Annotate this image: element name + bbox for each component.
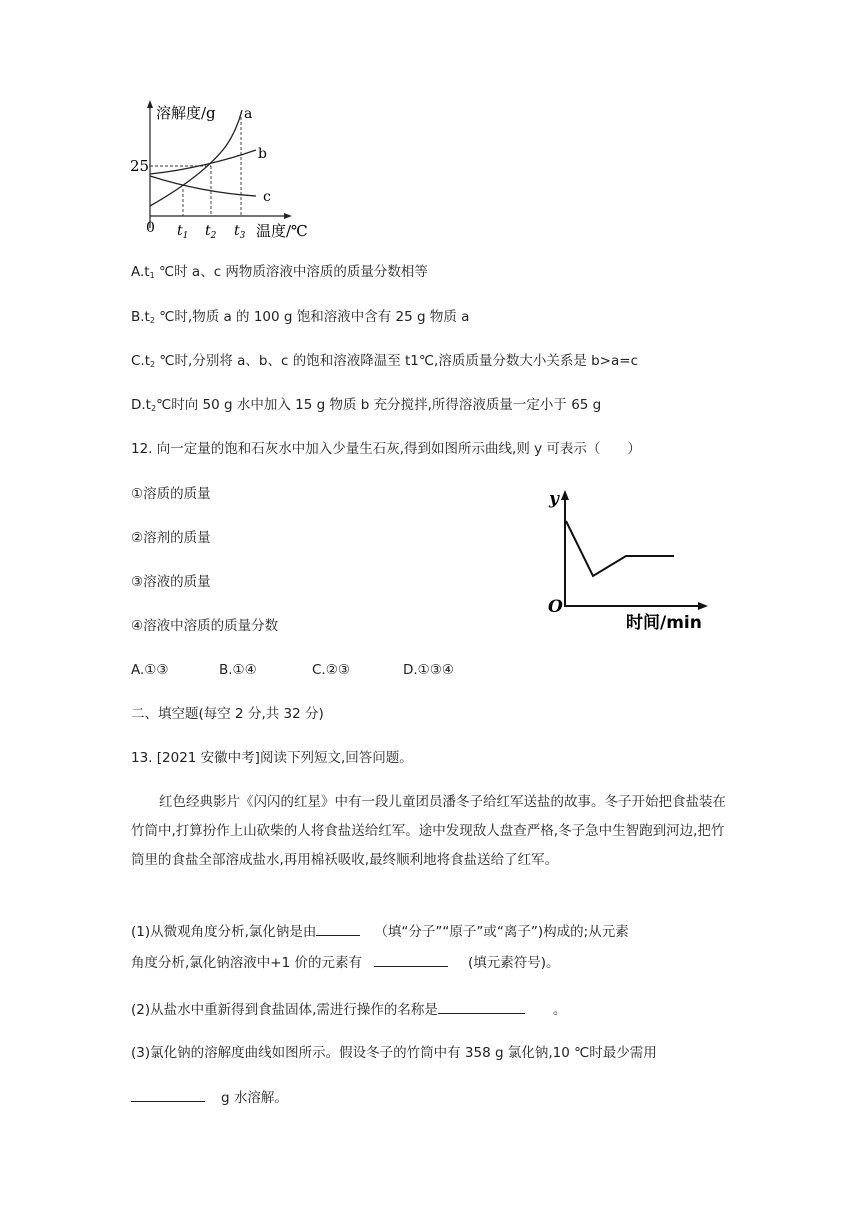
- fig1-x-tick-t2: $t_2$: [205, 223, 217, 241]
- q11-option-c: $C.t_2$ ℃时,分别将 a、b、c 的饱和溶液降温至 t1℃,溶质质量分数大小关系是 b>a=c: [131, 353, 639, 369]
- curve-label-b: b: [258, 146, 267, 162]
- q12-choice-b: B.①④: [219, 662, 257, 678]
- fig2-ylabel: y: [549, 489, 559, 509]
- fig2-origin: O: [548, 597, 563, 617]
- q13-part1-line1: (1)从微观角度分析,氯化钠是由 （填“分子”“原子”或“离子”)构成的;从元素: [131, 921, 629, 942]
- q13-part2: (2)从盐水中重新得到食盐固体,需进行操作的名称是 。: [131, 999, 566, 1020]
- q12-item-4: ④溶液中溶质的质量分数: [131, 618, 279, 634]
- answer-blank-1[interactable]: [316, 921, 360, 936]
- q12-item-2: ②溶剂的质量: [131, 530, 211, 546]
- q11-option-a: $A.t_1$ ℃时 a、c 两物质溶液中溶质的质量分数相等: [131, 264, 428, 280]
- q13-stem: 13. [2021 安徽中考]阅读下列短文,回答问题。: [131, 750, 413, 766]
- q12-choice-a: A.①③: [131, 662, 169, 678]
- q13-part3-line2: g 水溶解。: [131, 1087, 288, 1108]
- fig2-x-arrow: [698, 602, 708, 610]
- q13-part3-line1: (3)氯化钠的溶解度曲线如图所示。假设冬子的竹筒中有 358 g 氯化钠,10 ℃时最少需用: [131, 1045, 657, 1061]
- q12-choice-d: D.①③④: [403, 662, 454, 678]
- fig1-y-tick: 25: [130, 157, 150, 175]
- x-axis-arrow: [284, 213, 292, 219]
- answer-blank-2[interactable]: [374, 952, 448, 967]
- solubility-curve-figure: [130, 98, 318, 248]
- curve-label-a: a: [244, 106, 253, 122]
- curve-c: [150, 176, 256, 196]
- fig1-xlabel: 温度/℃: [256, 222, 308, 240]
- fig1-origin: 0: [146, 220, 155, 236]
- fig1-ylabel: 溶解度/g: [156, 104, 216, 122]
- q11-option-d: $D.t_2℃$时向 50 g 水中加入 15 g 物质 b 充分搅拌,所得溶液质量一定小于 65 g: [131, 397, 602, 413]
- answer-blank-4[interactable]: [131, 1087, 205, 1102]
- fig2-xlabel: 时间/min: [626, 613, 702, 633]
- y-axis-arrow: [147, 100, 153, 108]
- answer-blank-3[interactable]: [438, 999, 525, 1014]
- q12-choice-c: C.②③: [312, 662, 350, 678]
- q12-item-1: ①溶质的质量: [131, 486, 211, 502]
- q11-option-b: $B.t_2$ ℃时,物质 a 的 100 g 饱和溶液中含有 25 g 物质 a: [131, 309, 470, 325]
- q13-passage: 红色经典影片《闪闪的红星》中有一段儿童团员潘冬子给红军送盐的故事。冬子开始把食盐装在竹筒中,打算扮作上山砍柴的人将食盐送给红军。途中发现敌人盘查严格,冬子急中生智跑到河边,把竹筒里的食盐全部溶成盐水,再用棉袄吸收,最终顺利地将食盐送给了红军。: [131, 794, 726, 868]
- curve-a: [150, 110, 242, 206]
- q12-stem: 12. 向一定量的饱和石灰水中加入少量生石灰,得到如图所示曲线,则 y 可表示（ ）: [131, 441, 641, 457]
- section-heading: 二、填空题(每空 2 分,共 32 分): [131, 706, 324, 722]
- curve-label-c: c: [263, 189, 271, 205]
- fig2-y-arrow: [561, 490, 569, 500]
- q13-part1-line2: 角度分析,氯化钠溶液中+1 价的元素有 (填元素符号)。: [131, 952, 560, 973]
- fig1-x-tick-t1: $t_1$: [177, 223, 189, 241]
- y-time-figure: [540, 484, 720, 634]
- q12-item-3: ③溶液的质量: [131, 574, 211, 590]
- fig1-x-tick-t3: $t_3$: [234, 223, 246, 241]
- fig2-curve: [566, 521, 674, 576]
